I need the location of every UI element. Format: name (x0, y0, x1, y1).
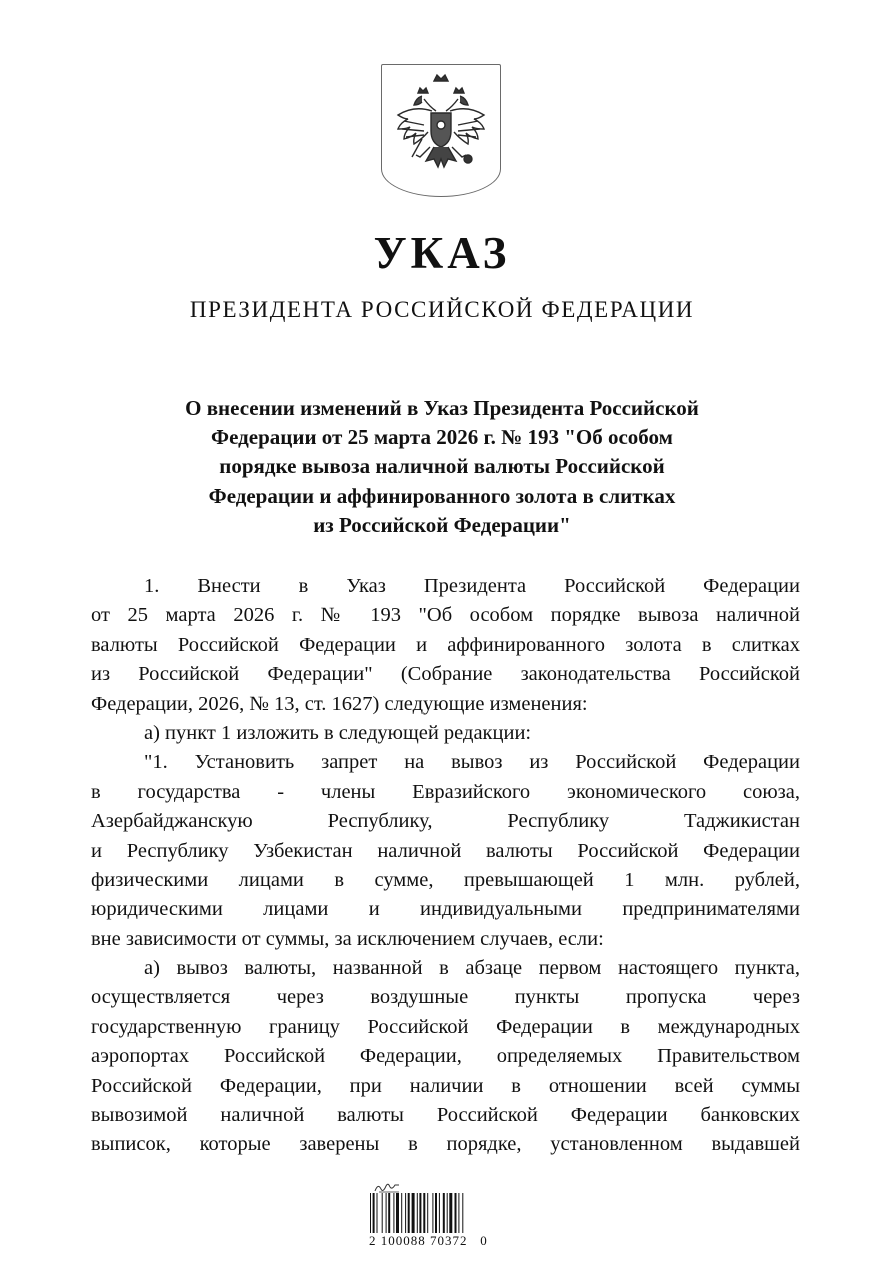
heading-line: из Российской Федерации" (313, 512, 571, 537)
body-line: осуществляется через воздушные пункты пропуска через (91, 986, 800, 1009)
heading-line: Федерации и аффинированного золота в слитках (208, 483, 676, 508)
body-line: выписок, которые заверены в порядке, установленном выдавшей (91, 1133, 800, 1156)
decree-heading (100, 394, 784, 540)
body-line: аэропортах Российской Федерации, определяемых Правительством (91, 1045, 800, 1068)
body-line: а) вывоз валюты, названной в абзаце первом настоящего пункта, (144, 957, 800, 980)
body-line: юридическими лицами и индивидуальными предпринимателями (91, 898, 800, 921)
body-line: 1. Внести в Указ Президента Российской Федерации (144, 575, 800, 597)
heading-line: порядке вывоза наличной валюты Российской (219, 454, 665, 479)
body-line: вывозимой наличной валюты Российской Федерации банковских (91, 1104, 800, 1127)
body-line: физическими лицами в сумме, превышающей 1 млн. рублей, (91, 868, 800, 891)
body-line: и Республику Узбекистан наличной валюты Российской Федерации (91, 839, 800, 862)
body-line: валюты Российской Федерации и аффинированного золота в слитках (91, 633, 800, 656)
barcode (369, 1193, 493, 1233)
heading-line: Федерации от 25 марта 2026 г. № 193 "Об особом (211, 425, 673, 450)
document-subtitle: ПРЕЗИДЕНТА РОССИЙСКОЙ ФЕДЕРАЦИИ (189, 297, 695, 322)
body-line: из Российской Федерации" (Собрание законодательства Российской (91, 663, 800, 686)
body-line: государственную границу Российской Федерации в международных (91, 1015, 800, 1038)
body-line: "1. Установить запрет на вывоз из Российской Федерации (144, 751, 800, 774)
body-line: в государства - члены Евразийского экономического союза, (91, 780, 800, 803)
body-line: Российской Федерации, при наличии в отношении всей суммы (91, 1074, 800, 1097)
decree-body (91, 572, 800, 1160)
body-line: от 25 марта 2026 г. № 193 "Об особом порядке вывоза наличной (91, 604, 800, 627)
document-title: УКАЗ (373, 228, 511, 278)
scribble-mark-icon (373, 1181, 403, 1193)
body-line: вне зависимости от суммы, за исключением случаев, если: (91, 927, 604, 950)
body-line: Федерации, 2026, № 13, ст. 1627) следующие изменения: (91, 692, 588, 715)
body-line: а) пункт 1 изложить в следующей редакции: (144, 721, 532, 744)
body-line: Азербайджанскую Республику, Республику Таджикистан (91, 810, 800, 833)
coat-of-arms-emblem (381, 64, 501, 197)
double-headed-eagle-icon (382, 65, 500, 196)
barcode-number: 2 100088 70372 0 (369, 1233, 488, 1248)
heading-line: О внесении изменений в Указ Президента Российской (185, 396, 699, 420)
